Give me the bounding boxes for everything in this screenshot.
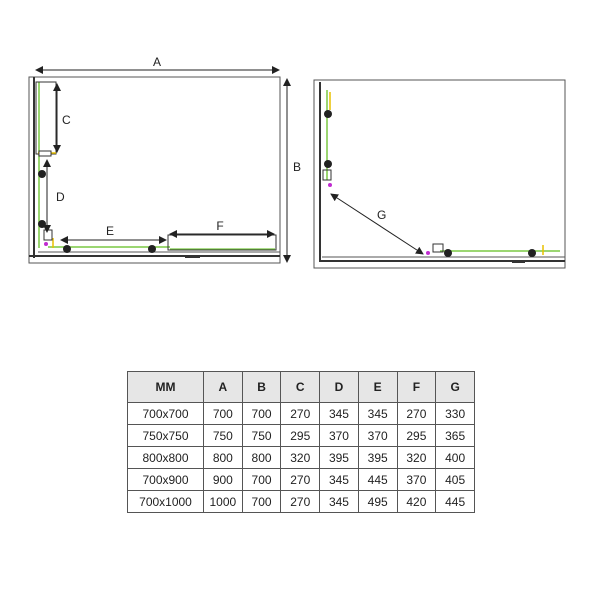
cell-f: 270 bbox=[397, 403, 436, 425]
cell-g: 365 bbox=[436, 425, 475, 447]
cell-f: 295 bbox=[397, 425, 436, 447]
roller-icon bbox=[444, 249, 452, 257]
cell-a: 750 bbox=[204, 425, 243, 447]
table-row bbox=[128, 447, 475, 469]
cell-c: 320 bbox=[281, 447, 320, 469]
table-header-row bbox=[128, 372, 475, 403]
roller-icon bbox=[38, 170, 46, 178]
dim-label-a: A bbox=[152, 55, 162, 69]
cell-g: 400 bbox=[436, 447, 475, 469]
cell-c: 270 bbox=[281, 403, 320, 425]
cell-d: 345 bbox=[320, 403, 359, 425]
roller-icon bbox=[38, 220, 46, 228]
cell-size: 750x750 bbox=[128, 425, 204, 447]
roller-icon bbox=[324, 110, 332, 118]
cell-c: 270 bbox=[281, 469, 320, 491]
cell-size: 700x1000 bbox=[128, 491, 204, 513]
magenta-marker bbox=[328, 183, 332, 187]
roller-icon bbox=[324, 160, 332, 168]
header-f: F bbox=[397, 372, 436, 403]
door-panel-bottom bbox=[168, 235, 276, 250]
cell-b: 700 bbox=[242, 491, 281, 513]
cell-e: 345 bbox=[358, 403, 397, 425]
dim-label-e: E bbox=[105, 224, 115, 238]
cell-size: 700x900 bbox=[128, 469, 204, 491]
dim-label-b: B bbox=[293, 160, 302, 174]
roller-icon bbox=[528, 249, 536, 257]
cell-b: 700 bbox=[242, 469, 281, 491]
table-row bbox=[128, 403, 475, 425]
header-a: A bbox=[204, 372, 243, 403]
table-row bbox=[128, 425, 475, 447]
cell-c: 270 bbox=[281, 491, 320, 513]
header-d: D bbox=[320, 372, 359, 403]
cell-size: 700x700 bbox=[128, 403, 204, 425]
header-e: E bbox=[358, 372, 397, 403]
cell-d: 370 bbox=[320, 425, 359, 447]
cell-a: 700 bbox=[204, 403, 243, 425]
table-row bbox=[128, 469, 475, 491]
cell-b: 750 bbox=[242, 425, 281, 447]
dim-label-f: F bbox=[216, 219, 224, 233]
header-g: G bbox=[436, 372, 475, 403]
cell-d: 345 bbox=[320, 469, 359, 491]
cell-a: 900 bbox=[204, 469, 243, 491]
cell-a: 800 bbox=[204, 447, 243, 469]
cell-g: 405 bbox=[436, 469, 475, 491]
corner-bracket bbox=[44, 230, 52, 240]
cell-g: 445 bbox=[436, 491, 475, 513]
dim-label-c: C bbox=[62, 113, 71, 127]
cell-a: 1000 bbox=[204, 491, 243, 513]
cell-size: 800x800 bbox=[128, 447, 204, 469]
dim-line-g bbox=[331, 194, 423, 254]
table-row bbox=[128, 491, 475, 513]
header-mm: MM bbox=[128, 372, 204, 403]
roller-icon bbox=[148, 245, 156, 253]
dim-label-g: G bbox=[377, 208, 387, 222]
header-c: C bbox=[281, 372, 320, 403]
cell-c: 295 bbox=[281, 425, 320, 447]
roller-icon bbox=[63, 245, 71, 253]
cell-e: 370 bbox=[358, 425, 397, 447]
corner-bracket bbox=[39, 151, 51, 156]
cell-f: 420 bbox=[397, 491, 436, 513]
cell-d: 345 bbox=[320, 491, 359, 513]
cell-d: 395 bbox=[320, 447, 359, 469]
right-view bbox=[314, 80, 565, 268]
cell-b: 700 bbox=[242, 403, 281, 425]
header-b: B bbox=[242, 372, 281, 403]
cell-e: 395 bbox=[358, 447, 397, 469]
dim-label-d: D bbox=[56, 190, 65, 204]
right-frame bbox=[314, 80, 565, 268]
cell-e: 445 bbox=[358, 469, 397, 491]
cell-e: 495 bbox=[358, 491, 397, 513]
dimension-table bbox=[127, 371, 475, 513]
cell-g: 330 bbox=[436, 403, 475, 425]
cell-f: 320 bbox=[397, 447, 436, 469]
magenta-marker bbox=[426, 251, 430, 255]
left-view bbox=[29, 55, 301, 263]
magenta-marker bbox=[44, 242, 48, 246]
cell-f: 370 bbox=[397, 469, 436, 491]
cell-b: 800 bbox=[242, 447, 281, 469]
